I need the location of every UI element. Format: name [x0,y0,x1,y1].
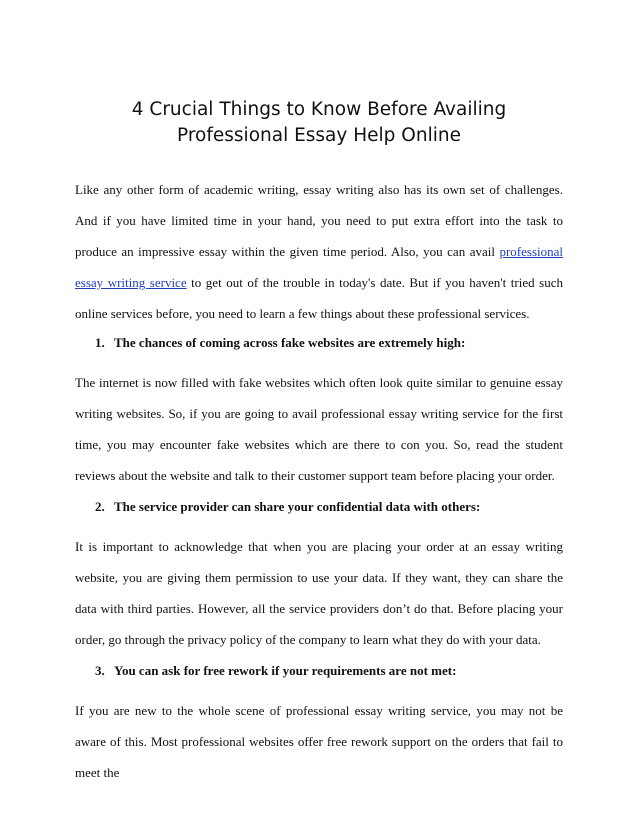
point-3-heading [95,662,456,680]
point-2-heading [95,498,480,516]
point-1-number: 1. [95,335,105,350]
point-1-body: The internet is now filled with fake websites which often look quite similar to genuine essay writing websites. So, if you are going to avail professional essay writing service for the first time, you may encounter fake websites which are there to con you. So, read the student reviews about the website and talk to their customer support team before placing your order. [75,375,563,483]
intro-paragraph [75,174,563,329]
intro-text-after-link: to get out of the trouble in today's date. But if you haven't tried such online services before, you need to learn a few things about these professional services. [75,275,563,321]
point-1-heading [95,334,465,352]
title-line-1: 4 Crucial Things to Know Before Availing [131,99,507,120]
professional-essay-writing-service-link[interactable]: professional essay writing service [75,244,563,290]
point-3-body: If you are new to the whole scene of professional essay writing service, you may not be aware of this. Most professional websites offer free rework support on the orders that fail to meet the [75,703,563,780]
point-2-body: It is important to acknowledge that when you are placing your order at an essay writing website, you are giving them permission to use your data. If they want, they can share the data with third parties. However, all the service providers don’t do that. Before placing your order, go through the privacy policy of the company to learn what they do with your data. [75,539,563,647]
title-line-2: Professional Essay Help Online [177,125,461,146]
point-1-heading-text: The chances of coming across fake websites are extremely high: [114,335,466,350]
document-title [60,97,578,149]
point-2-heading-text: The service provider can share your confidential data with others: [114,499,481,514]
point-2-number: 2. [95,499,105,514]
point-3-heading-text: You can ask for free rework if your requirements are not met: [114,663,457,678]
intro-text-before-link: Like any other form of academic writing, essay writing also has its own set of challenges. And if you have limited time in your hand, you need to put extra effort into the task to produce an impressive essay within the given time period. Also, you can avail [75,182,563,259]
point-3-number: 3. [95,663,105,678]
